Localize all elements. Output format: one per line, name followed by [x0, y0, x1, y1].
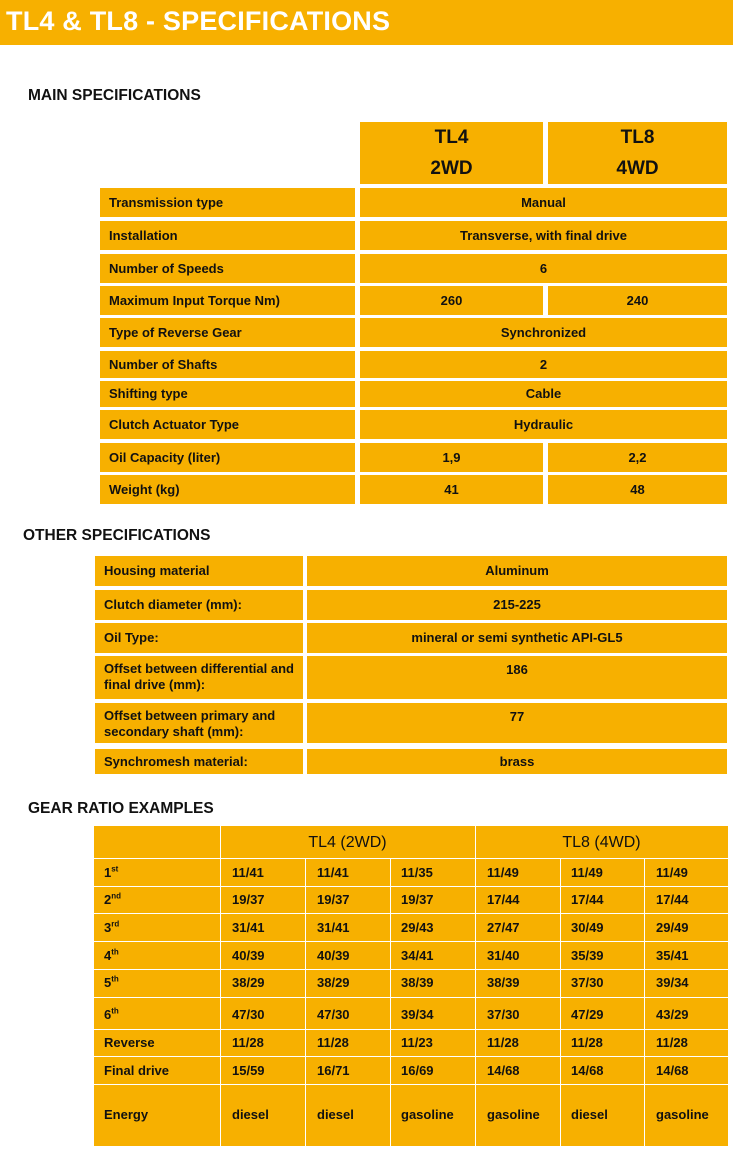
main-row-label: Weight (kg)	[100, 475, 355, 504]
gear-ratio-cell: 40/39	[232, 948, 265, 963]
gear-number: 6	[104, 1007, 112, 1022]
grid-line	[560, 858, 561, 1146]
gear-ratio-cell: 38/39	[487, 975, 520, 990]
other-row-label: Offset between primary and secondary shaft (mm):	[95, 703, 303, 743]
gear-ratio-cell: 11/41	[232, 865, 264, 880]
gear-ratio-cell: 11/49	[571, 865, 603, 880]
gear-row-label	[104, 920, 119, 936]
grid-line	[644, 858, 645, 1146]
gear-number: 4	[104, 948, 112, 963]
gear-group-header: TL8 (4WD)	[562, 834, 641, 851]
other-specs-heading: OTHER SPECIFICATIONS	[23, 527, 211, 544]
main-row-value-tl4: 41	[360, 475, 543, 504]
gear-ratio-cell: 35/41	[656, 948, 689, 963]
gear-row-label	[104, 975, 119, 991]
gear-ratio-cell: 30/49	[571, 920, 604, 935]
gear-ordinal-suffix: nd	[111, 891, 122, 901]
gear-ratio-cell: 11/41	[317, 865, 349, 880]
main-specs-heading: MAIN SPECIFICATIONS	[28, 87, 201, 104]
gear-ratio-cell: 19/37	[401, 892, 434, 907]
gear-ratio-cell: 31/41	[317, 920, 350, 935]
gear-ratio-cell: 16/71	[317, 1063, 350, 1078]
main-row-value: 2	[360, 351, 727, 378]
gear-number: 3	[104, 920, 112, 935]
gear-ratio-cell: 11/23	[401, 1035, 433, 1050]
gear-ratio-cell: 47/29	[571, 1007, 604, 1022]
gear-row-label: Energy	[104, 1107, 149, 1122]
grid-line	[94, 1056, 728, 1057]
grid-line	[220, 826, 221, 1146]
gear-ordinal-suffix: st	[111, 864, 119, 874]
gear-ratio-cell: 15/59	[232, 1063, 265, 1078]
gear-ratio-cell: 35/39	[571, 948, 604, 963]
gear-ratio-cell: 14/68	[656, 1063, 689, 1078]
main-row-value-tl4: 260	[360, 286, 543, 315]
gear-number: 5	[104, 975, 112, 990]
other-row-value: 186	[307, 656, 727, 699]
main-header-tl4	[360, 122, 543, 184]
gear-ratio-cell: gasoline	[401, 1107, 454, 1122]
gear-ratio-cell: 34/41	[401, 948, 434, 963]
gear-ratio-cell: 47/30	[317, 1007, 350, 1022]
model-drive: 2WD	[430, 158, 473, 179]
grid-line	[94, 913, 728, 914]
main-row-value: Synchronized	[360, 318, 727, 347]
title-bar	[0, 0, 733, 45]
gear-ratio-cell: diesel	[571, 1107, 608, 1122]
grid-line	[475, 826, 476, 1146]
gear-ratio-cell: 47/30	[232, 1007, 265, 1022]
main-row-label: Number of Speeds	[100, 254, 355, 283]
gear-ratio-cell: 39/34	[656, 975, 689, 990]
gear-row-label	[104, 865, 118, 881]
gear-ratio-cell: 38/29	[317, 975, 350, 990]
other-row-label: Synchromesh material:	[95, 749, 303, 774]
page-title: TL4 & TL8 - SPECIFICATIONS	[6, 6, 391, 36]
grid-line	[94, 941, 728, 942]
gear-row-label: Final drive	[104, 1063, 170, 1078]
gear-ratio-cell: 17/44	[656, 892, 689, 907]
gear-ratio-cell: 39/34	[401, 1007, 434, 1022]
grid-line	[94, 969, 728, 970]
gear-ratio-cell: 31/40	[487, 948, 520, 963]
main-row-label: Installation	[100, 221, 355, 250]
grid-line	[94, 1029, 728, 1030]
gear-ordinal-suffix: rd	[111, 919, 120, 929]
gear-ratio-cell: 29/49	[656, 920, 689, 935]
gear-ratio-cell: 19/37	[317, 892, 350, 907]
main-row-label: Number of Shafts	[100, 351, 355, 378]
gear-ratio-cell: 31/41	[232, 920, 265, 935]
gear-ratio-cell: 17/44	[571, 892, 604, 907]
gear-ratio-cell: gasoline	[656, 1107, 709, 1122]
main-row-label: Oil Capacity (liter)	[100, 443, 355, 472]
other-row-value: 77	[307, 703, 727, 743]
gear-ordinal-suffix: th	[111, 1006, 119, 1016]
gear-group-header: TL4 (2WD)	[308, 834, 387, 851]
other-row-label: Oil Type:	[95, 623, 303, 653]
grid-line	[94, 886, 728, 887]
gear-number: 2	[104, 892, 112, 907]
gear-ratio-cell: 37/30	[571, 975, 604, 990]
main-row-value-tl8: 2,2	[548, 443, 727, 472]
model-name: TL4	[434, 127, 469, 148]
main-row-value-tl8: 240	[548, 286, 727, 315]
gear-ratio-cell: 37/30	[487, 1007, 520, 1022]
main-row-value: Transverse, with final drive	[360, 221, 727, 250]
grid-line	[390, 858, 391, 1146]
gear-row-label	[104, 948, 119, 964]
gear-ratio-cell: 14/68	[487, 1063, 520, 1078]
main-row-value: Manual	[360, 188, 727, 217]
gear-number: 1	[104, 865, 112, 880]
main-row-value: Cable	[360, 381, 727, 407]
other-row-value: Aluminum	[307, 556, 727, 586]
gear-ratio-cell: diesel	[232, 1107, 269, 1122]
main-row-label: Clutch Actuator Type	[100, 410, 355, 439]
gear-ratio-cell: diesel	[317, 1107, 354, 1122]
gear-ratio-cell: 14/68	[571, 1063, 604, 1078]
gear-ordinal-suffix: th	[111, 947, 119, 957]
gear-ratio-cell: 43/29	[656, 1007, 689, 1022]
gear-ratio-heading: GEAR RATIO EXAMPLES	[28, 800, 214, 817]
gear-ratio-cell: 11/49	[487, 865, 519, 880]
model-drive: 4WD	[616, 158, 659, 179]
main-header-tl8	[548, 122, 727, 184]
gear-ratio-cell: 29/43	[401, 920, 434, 935]
other-row-label: Housing material	[95, 556, 303, 586]
gear-row-label: Reverse	[104, 1035, 155, 1050]
gear-ratio-cell: 11/28	[656, 1035, 688, 1050]
main-row-label: Shifting type	[100, 381, 355, 407]
gear-ratio-cell: 16/69	[401, 1063, 434, 1078]
grid-line	[305, 858, 306, 1146]
model-name: TL8	[620, 127, 655, 148]
other-row-label: Offset between differential and final drive (mm):	[95, 656, 303, 699]
gear-row-label	[104, 892, 121, 908]
gear-ratio-cell: 11/35	[401, 865, 433, 880]
grid-line	[94, 858, 728, 859]
gear-ratio-cell: gasoline	[487, 1107, 540, 1122]
gear-ratio-cell: 11/28	[317, 1035, 349, 1050]
main-row-label: Type of Reverse Gear	[100, 318, 355, 347]
gear-ratio-cell: 19/37	[232, 892, 265, 907]
other-row-value: mineral or semi synthetic API-GL5	[307, 623, 727, 653]
gear-ratio-cell: 11/28	[487, 1035, 519, 1050]
gear-ordinal-suffix: th	[111, 974, 119, 984]
main-row-value: 6	[360, 254, 727, 283]
gear-ratio-cell: 11/49	[656, 865, 688, 880]
main-row-value-tl8: 48	[548, 475, 727, 504]
other-row-value: 215-225	[307, 590, 727, 620]
grid-line	[94, 1084, 728, 1085]
gear-ratio-cell: 17/44	[487, 892, 520, 907]
gear-ratio-cell: 27/47	[487, 920, 520, 935]
main-row-label: Maximum Input Torque Nm)	[100, 286, 355, 315]
gear-ratio-cell: 11/28	[232, 1035, 264, 1050]
grid-line	[94, 997, 728, 998]
main-row-value-tl4: 1,9	[360, 443, 543, 472]
other-row-label: Clutch diameter (mm):	[95, 590, 303, 620]
gear-ratio-cell: 38/29	[232, 975, 265, 990]
gear-ratio-cell: 11/28	[571, 1035, 603, 1050]
gear-row-label	[104, 1007, 119, 1023]
main-row-label: Transmission type	[100, 188, 355, 217]
other-row-value: brass	[307, 749, 727, 774]
gear-ratio-cell: 40/39	[317, 948, 350, 963]
main-row-value: Hydraulic	[360, 410, 727, 439]
gear-ratio-cell: 38/39	[401, 975, 434, 990]
